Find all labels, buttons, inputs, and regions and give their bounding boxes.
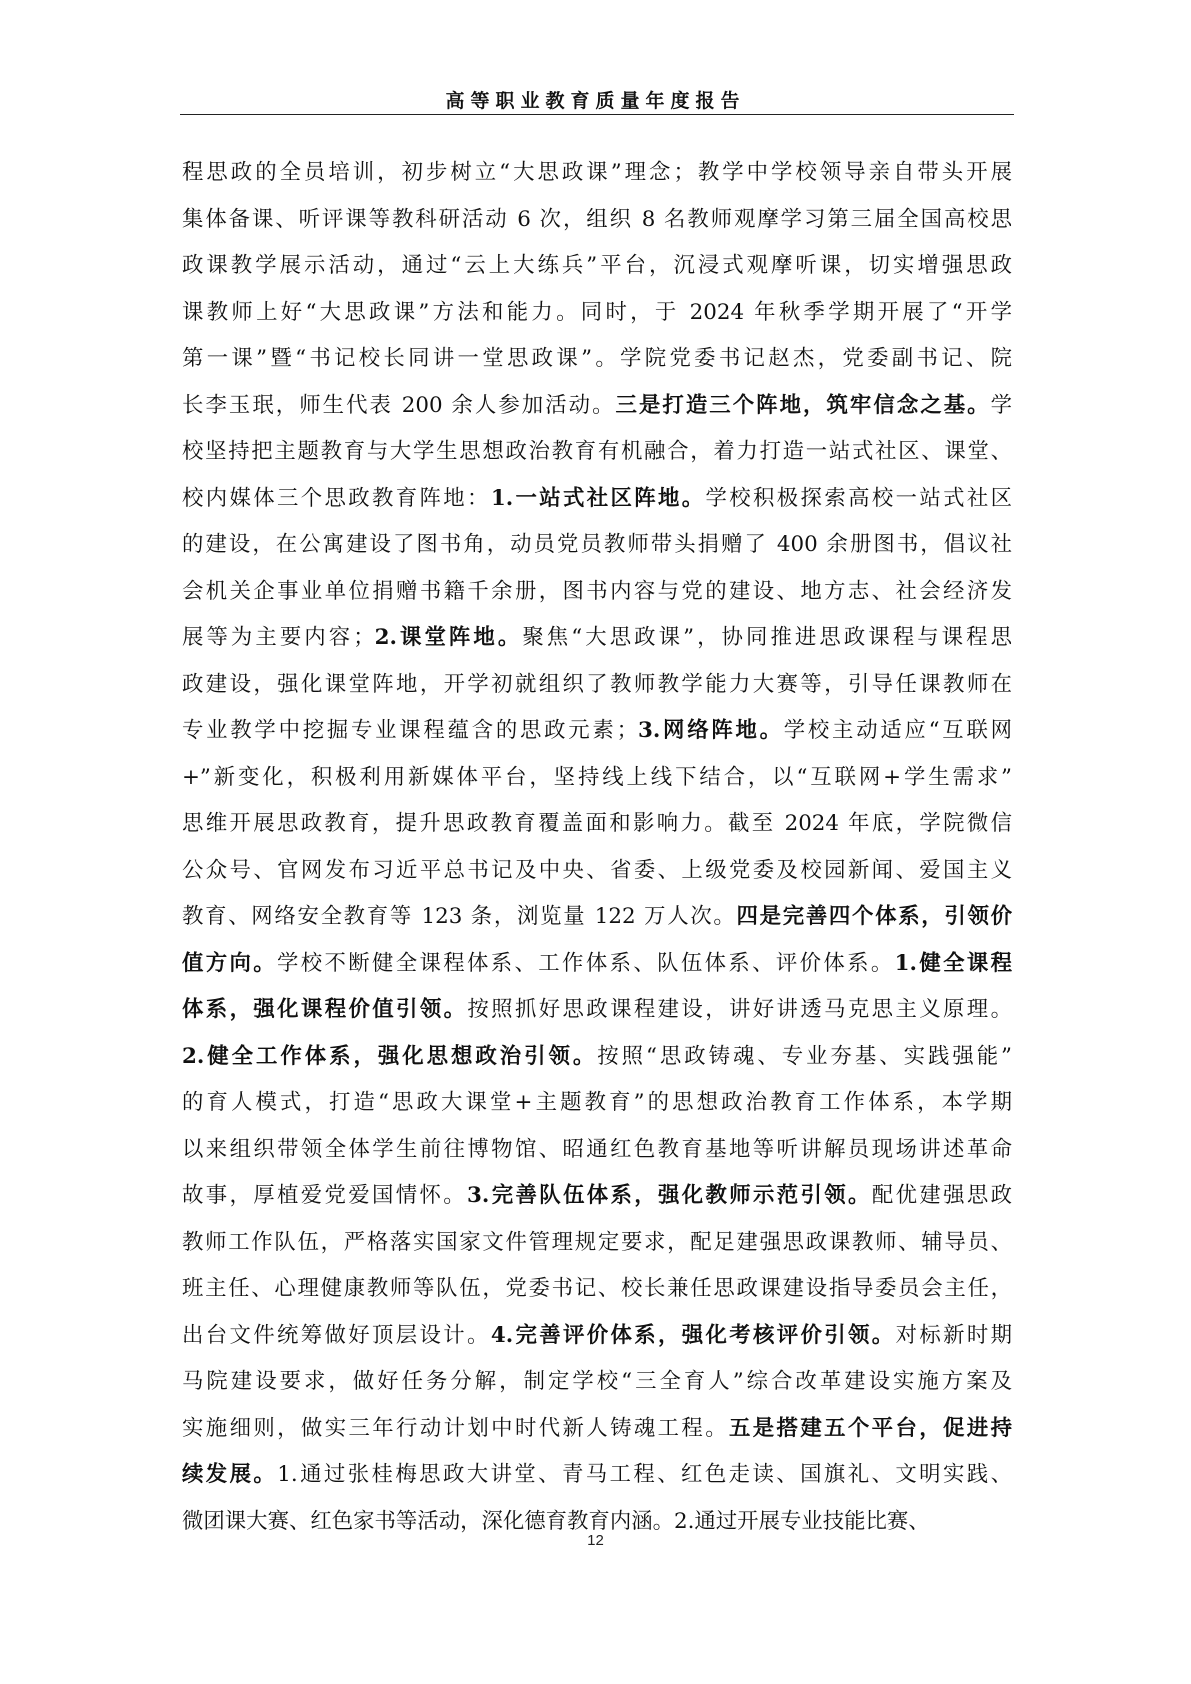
text-line	[182, 801, 1012, 848]
text-run: 第一课”暨“书记校长同讲一堂思政课”。学院党委书记赵杰，党委副书记、院	[182, 346, 1012, 371]
text-run: 会机关企事业单位捐赠书籍千余册，图书内容与党的建设、地方志、社会经济发	[182, 578, 1012, 604]
bold-heading-run: 4.完善评价体系，强化考核评价引领。	[490, 1322, 896, 1348]
text-run: 校坚持把主题教育与大学生思想政治教育有机融合，着力打造一站式社区、课堂、	[182, 439, 1012, 464]
bold-heading-run: 3.网络阵地。	[637, 718, 784, 743]
text-run: 对标新时期	[895, 1322, 1012, 1348]
text-run: 教育、网络安全教育等 123 条，浏览量 122 万人次。	[182, 904, 737, 929]
text-run: 学	[990, 392, 1012, 418]
text-run: 展等为主要内容；	[182, 625, 375, 650]
text-line	[182, 941, 1012, 988]
text-run: 的育人模式，打造“思政大课堂+主题教育”的思想政治教育工作体系，本学期	[182, 1090, 1012, 1115]
text-run: 实施细则，做实三年行动计划中时代新人铸魂工程。	[182, 1415, 729, 1441]
text-run: 集体备课、听评课等教科研活动 6 次，组织 8 名教师观摩学习第三届全国高校思	[182, 206, 1012, 232]
text-line	[182, 1127, 1012, 1174]
text-line	[182, 1220, 1012, 1267]
bold-heading-run: 四是完善四个体系，引领价	[736, 904, 1012, 929]
text-line	[182, 243, 1012, 290]
text-run: 出台文件统筹做好顶层设计。	[182, 1322, 491, 1348]
text-line	[182, 708, 1012, 755]
bold-heading-run: 1.一站式社区阵地。	[490, 485, 706, 511]
text-line	[182, 290, 1012, 337]
page-number: 12	[587, 1532, 604, 1549]
text-line	[182, 662, 1012, 709]
text-line	[182, 1034, 1012, 1081]
bold-heading-run: 五是搭建五个平台，促进持	[728, 1415, 1012, 1441]
text-line	[182, 1406, 1012, 1453]
text-line	[182, 755, 1012, 802]
text-line	[182, 569, 1012, 616]
text-run: 公众号、官网发布习近平总书记及中央、省委、上级党委及校园新闻、爱国主义	[182, 857, 1012, 883]
text-run: 程思政的全员培训，初步树立“大思政课”理念；教学中学校领导亲自带头开展	[182, 160, 1012, 185]
text-run: 专业教学中挖掘专业课程蕴含的思政元素；	[182, 718, 638, 743]
text-run: 按照“思政铸魂、专业夯基、实践强能”	[597, 1043, 1012, 1069]
text-line	[182, 1266, 1012, 1313]
text-line	[182, 848, 1012, 895]
bold-heading-run: 三是打造三个阵地，筑牢信念之基。	[615, 392, 991, 418]
text-run: 政课教学展示活动，通过“云上大练兵”平台，沉浸式观摩听课，切实增强思政	[182, 253, 1012, 278]
text-run: 学校主动适应“互联网	[783, 718, 1012, 743]
text-run: 教师工作队伍，严格落实国家文件管理规定要求，配足建强思政课教师、辅导员、	[182, 1229, 1012, 1255]
text-run: 政建设，强化课堂阵地，开学初就组织了教师教学能力大赛等，引导任课教师在	[182, 671, 1012, 697]
text-line	[182, 1452, 1012, 1499]
bold-heading-run: 3.完善队伍体系，强化教师示范引领。	[467, 1183, 872, 1208]
body-text	[182, 150, 1012, 1545]
text-run: 学校不断健全课程体系、工作体系、队伍体系、评价体系。	[277, 950, 895, 976]
text-line	[182, 336, 1012, 383]
text-run: 马院建设要求，做好任务分解，制定学校“三全育人”综合改革建设实施方案及	[182, 1369, 1012, 1394]
report-header-title: 高等职业教育质量年度报告	[445, 90, 746, 112]
text-run: 思维开展思政教育，提升思政教育覆盖面和影响力。截至 2024 年底，学院微信	[182, 811, 1012, 836]
bold-heading-run: 值方向。	[182, 950, 278, 976]
text-run: 以来组织带领全体学生前往博物馆、昭通红色教育基地等听讲解员现场讲述革命	[182, 1136, 1012, 1162]
text-run: 校内媒体三个思政教育阵地：	[182, 485, 491, 511]
text-line	[182, 615, 1012, 662]
bold-heading-run: 1.健全课程	[894, 950, 1012, 976]
header-divider	[180, 114, 1014, 115]
bold-heading-run: 2.健全工作体系，强化思想政治引领。	[182, 1043, 598, 1069]
text-run: 的建设，在公寓建设了图书角，动员党员教师带头捐赠了 400 余册图书，倡议社	[182, 532, 1012, 557]
text-run: 故事，厚植爱党爱国情怀。	[182, 1183, 468, 1208]
text-line	[182, 429, 1012, 476]
text-run: 课教师上好“大思政课”方法和能力。同时，于 2024 年秋季学期开展了“开学	[182, 299, 1012, 325]
text-run: 配优建强思政	[871, 1183, 1012, 1208]
text-line	[182, 894, 1012, 941]
text-run: +”新变化，积极利用新媒体平台，坚持线上线下结合，以“互联网+学生需求”	[182, 764, 1012, 790]
text-line	[182, 1080, 1012, 1127]
text-run: 学校积极探索高校一站式社区	[705, 485, 1012, 511]
text-run: 聚焦“大思政课”，协同推进思政课程与课程思	[522, 625, 1012, 650]
text-line	[182, 476, 1012, 523]
text-line	[182, 1359, 1012, 1406]
text-run: 班主任、心理健康教师等队伍，党委书记、校长兼任思政课建设指导委员会主任，	[182, 1276, 1012, 1301]
text-run: 微团课大赛、红色家书等活动，深化德育教育内涵。2.通过开展专业技能比赛、	[182, 1508, 930, 1534]
text-line	[182, 1173, 1012, 1220]
text-line	[182, 383, 1012, 430]
bold-heading-run: 续发展。	[182, 1462, 278, 1487]
bold-heading-run: 体系，强化课程价值引领。	[182, 997, 468, 1022]
text-line	[182, 150, 1012, 197]
bold-heading-run: 2.课堂阵地。	[374, 625, 523, 650]
text-run: 1.通过张桂梅思政大讲堂、青马工程、红色走读、国旗礼、文明实践、	[277, 1462, 1012, 1487]
text-run: 长李玉珉，师生代表 200 余人参加活动。	[182, 392, 616, 418]
text-line	[182, 197, 1012, 244]
text-line	[182, 1313, 1012, 1360]
text-run: 按照抓好思政课程建设，讲好讲透马克思主义原理。	[467, 997, 1012, 1022]
text-line	[182, 987, 1012, 1034]
text-line	[182, 522, 1012, 569]
